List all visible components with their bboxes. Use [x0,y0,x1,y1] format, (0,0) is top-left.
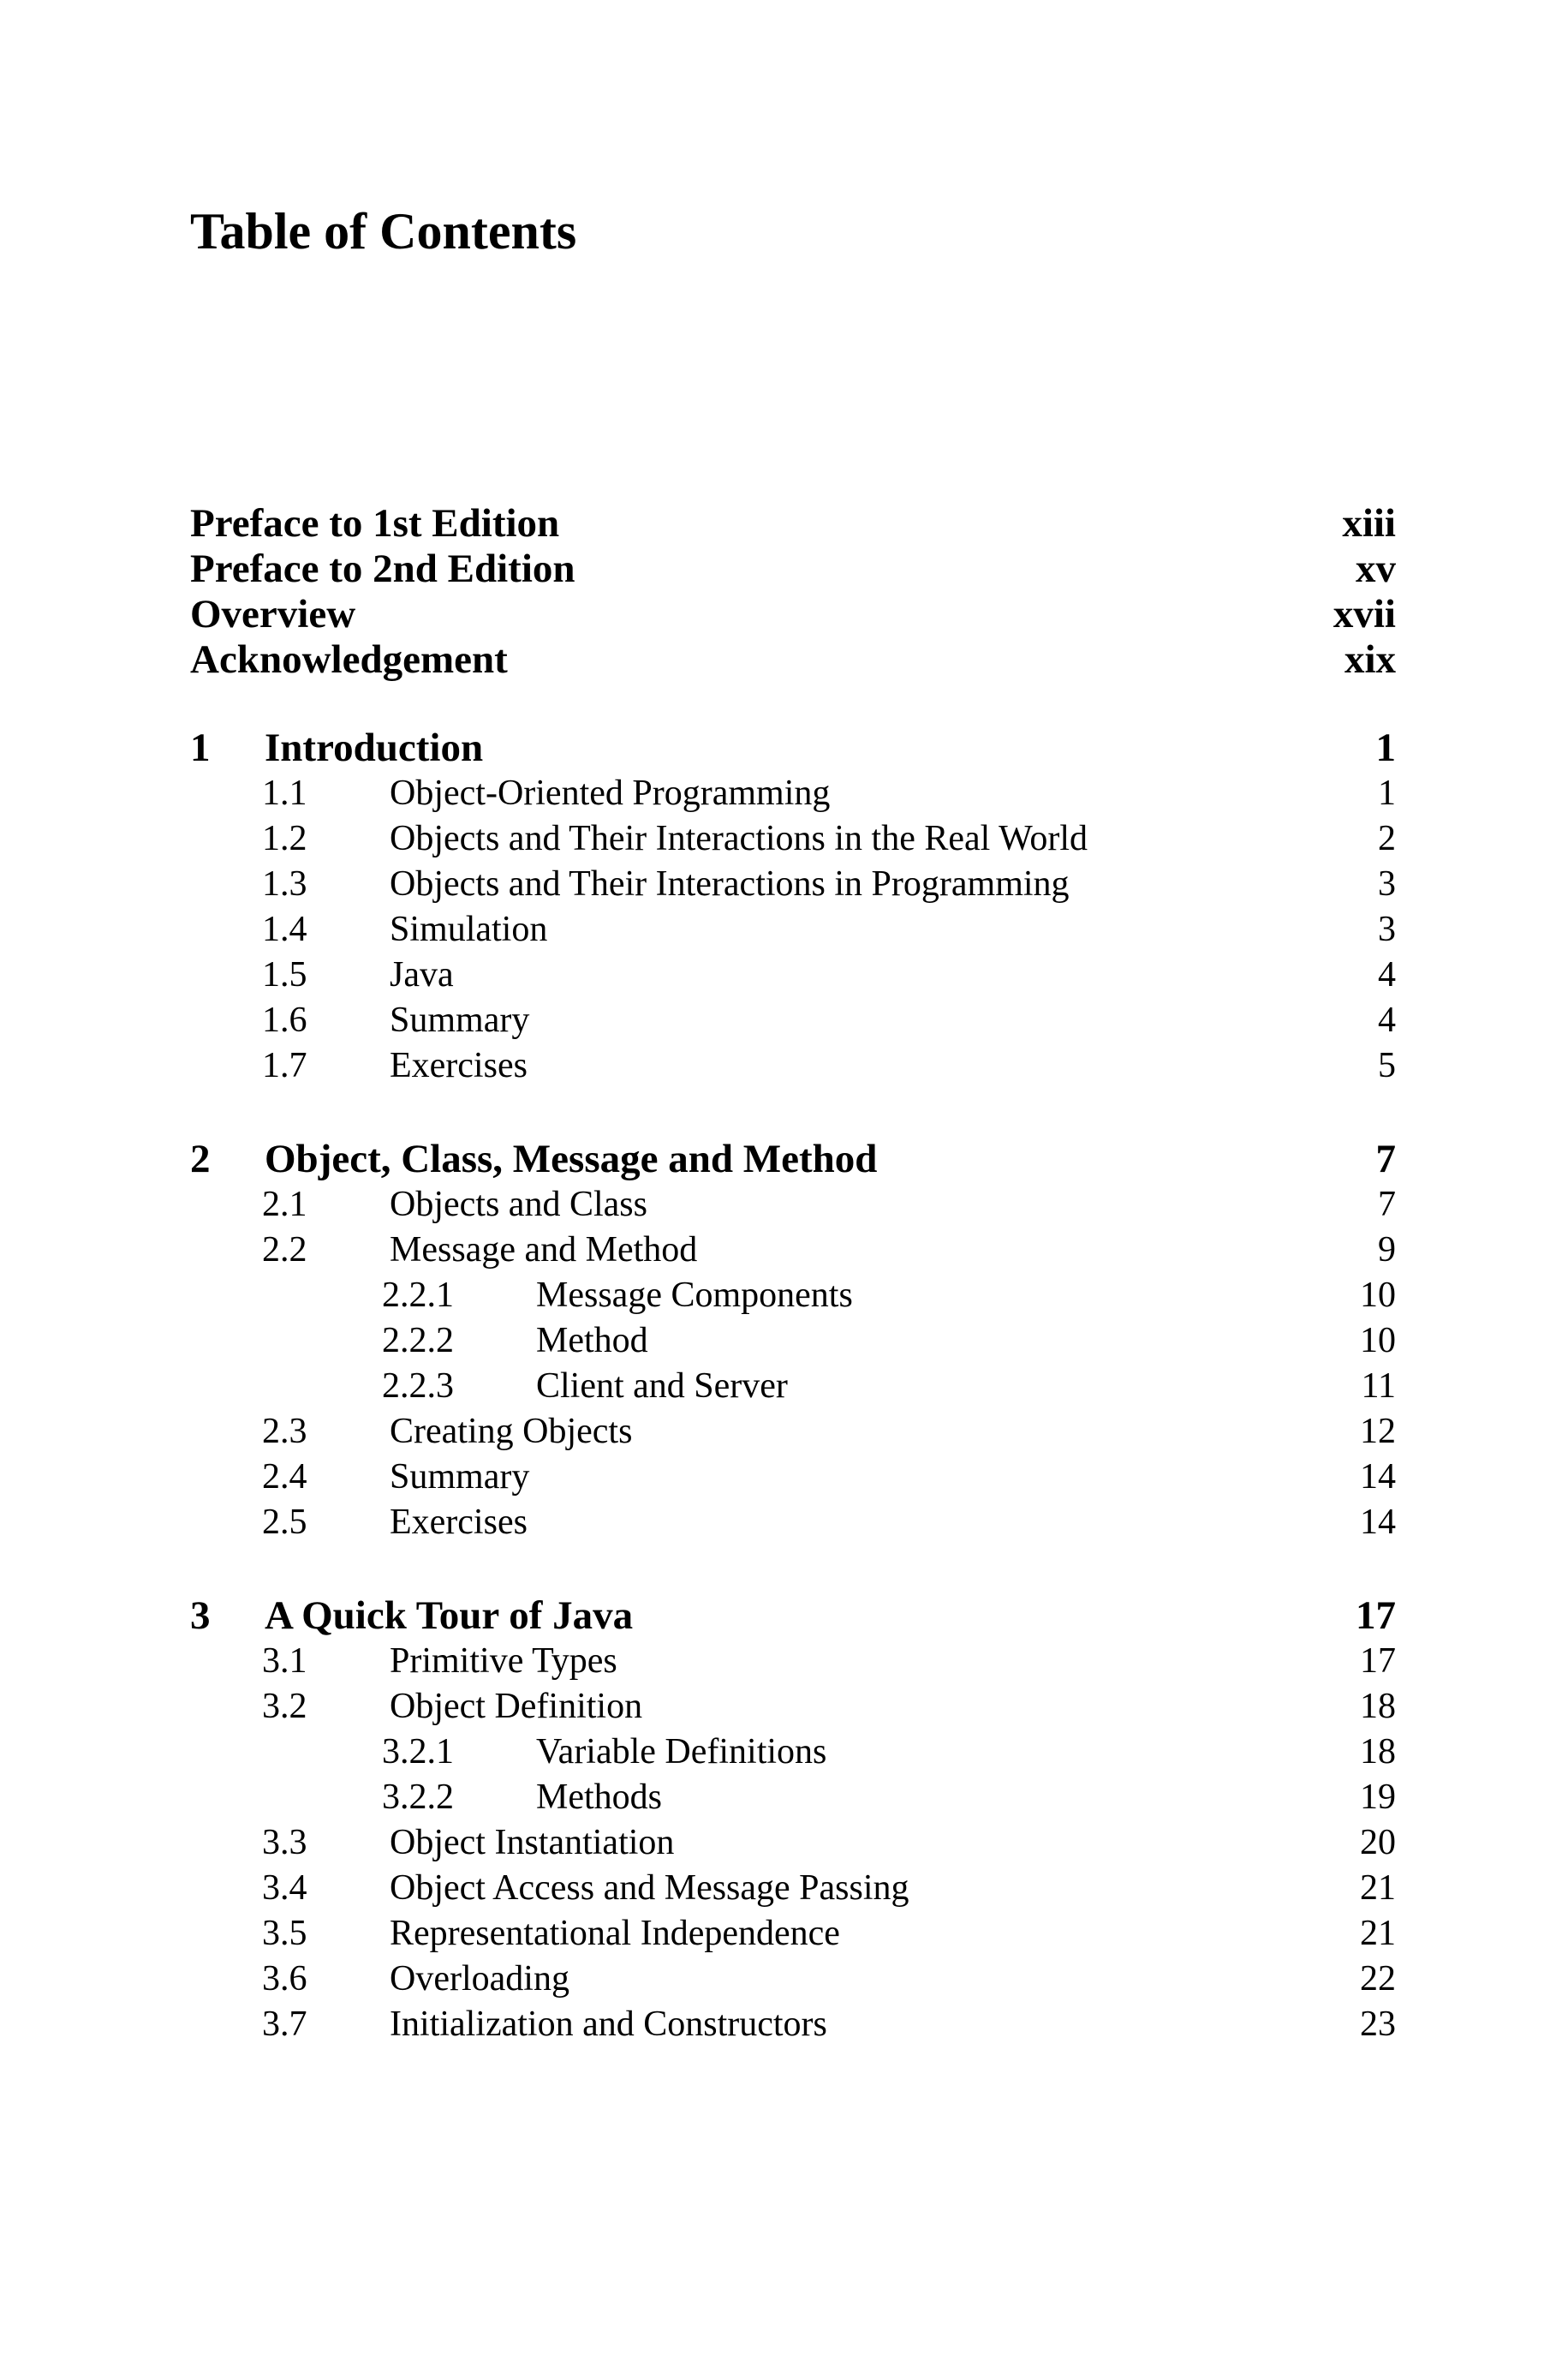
section-number: 1.1 [262,774,307,813]
toc-chapter-2[interactable] [190,1137,1396,1182]
spacer [190,683,1396,726]
section-title: Representational Independence [390,1914,840,1953]
section-number: 1.7 [262,1046,307,1085]
section-title: Object Access and Message Passing [390,1868,909,1908]
section-page: 3 [1378,910,1396,949]
toc-entry-label: Preface to 2nd Edition [190,547,575,591]
toc-section[interactable] [190,1684,1396,1730]
subsection-number: 3.2.2 [382,1778,454,1817]
section-page: 21 [1360,1868,1396,1908]
section-page: 20 [1360,1823,1396,1862]
toc-subsection[interactable] [190,1730,1396,1775]
section-number: 1.6 [262,1001,307,1040]
toc-section[interactable] [190,1911,1396,1957]
toc-section[interactable] [190,1455,1396,1500]
toc-subsection[interactable] [190,1364,1396,1409]
chapter-number: 3 [190,1593,211,1638]
toc-section[interactable] [190,1957,1396,2002]
chapter-title: A Quick Tour of Java [265,1593,634,1638]
chapter-title: Object, Class, Message and Method [265,1137,878,1181]
section-page: 1 [1378,774,1396,813]
toc-entry-preface-2nd[interactable] [190,547,1396,592]
toc-entry-page: xix [1344,637,1396,682]
section-page: 7 [1378,1185,1396,1224]
section-number: 3.2 [262,1687,307,1726]
toc-section[interactable] [190,1820,1396,1866]
section-number: 2.1 [262,1185,307,1224]
section-page: 3 [1378,864,1396,904]
subsection-page: 11 [1361,1366,1396,1406]
chapter-number: 1 [190,726,211,770]
section-number: 1.4 [262,910,307,949]
chapter-title: Introduction [265,726,484,770]
section-title: Object Instantiation [390,1823,675,1862]
subsection-number: 2.2.1 [382,1276,454,1315]
toc-section[interactable] [190,1639,1396,1684]
subsection-title: Message Components [536,1276,853,1315]
section-page: 18 [1360,1687,1396,1726]
section-title: Objects and Class [390,1185,647,1224]
chapter-page: 17 [1356,1593,1396,1638]
toc-section[interactable] [190,953,1396,998]
section-title: Simulation [390,910,548,949]
section-page: 14 [1360,1503,1396,1542]
toc-entry-label: Acknowledgement [190,637,508,682]
page-title: Table of Contents [190,203,577,260]
subsection-page: 19 [1360,1778,1396,1817]
toc-subsection[interactable] [190,1318,1396,1364]
toc-section[interactable] [190,1043,1396,1089]
section-title: Initialization and Constructors [390,2005,827,2044]
section-page: 21 [1360,1914,1396,1953]
section-number: 1.3 [262,864,307,904]
section-title: Creating Objects [390,1412,633,1451]
toc-section[interactable] [190,1409,1396,1455]
toc-entry-label: Preface to 1st Edition [190,501,560,546]
section-page: 9 [1378,1230,1396,1270]
section-page: 22 [1360,1959,1396,1999]
section-page: 2 [1378,819,1396,858]
section-number: 1.5 [262,955,307,995]
section-page: 14 [1360,1457,1396,1497]
toc-chapter-1[interactable] [190,726,1396,771]
toc-chapter-3[interactable] [190,1593,1396,1639]
subsection-number: 2.2.3 [382,1366,454,1406]
toc-entry-overview[interactable] [190,592,1396,637]
section-number: 3.3 [262,1823,307,1862]
subsection-page: 10 [1360,1276,1396,1315]
section-page: 17 [1360,1641,1396,1681]
toc-section[interactable] [190,2002,1396,2047]
toc-subsection[interactable] [190,1273,1396,1318]
section-title: Primitive Types [390,1641,617,1681]
toc-section[interactable] [190,1228,1396,1273]
subsection-title: Client and Server [536,1366,788,1406]
section-number: 3.1 [262,1641,307,1681]
subsection-title: Variable Definitions [536,1732,827,1772]
section-number: 1.2 [262,819,307,858]
toc-section[interactable] [190,907,1396,953]
subsection-number: 2.2.2 [382,1321,454,1360]
section-title: Object-Oriented Programming [390,774,831,813]
section-title: Objects and Their Interactions in Programming [390,864,1070,904]
toc-section[interactable] [190,816,1396,862]
section-title: Summary [390,1001,530,1040]
section-number: 3.5 [262,1914,307,1953]
toc-section[interactable] [190,1500,1396,1545]
section-title: Overloading [390,1959,569,1999]
spacer [190,1545,1396,1593]
section-title: Object Definition [390,1687,643,1726]
subsection-title: Methods [536,1778,662,1817]
subsection-page: 10 [1360,1321,1396,1360]
toc-subsection[interactable] [190,1775,1396,1820]
section-number: 3.6 [262,1959,307,1999]
section-page: 4 [1378,1001,1396,1040]
chapter-number: 2 [190,1137,211,1181]
toc-entry-label: Overview [190,592,356,636]
section-number: 3.4 [262,1868,307,1908]
toc-entry-acknowledgement[interactable] [190,637,1396,683]
subsection-number: 3.2.1 [382,1732,454,1772]
toc-section[interactable] [190,1182,1396,1228]
section-number: 2.3 [262,1412,307,1451]
toc-section[interactable] [190,1866,1396,1911]
chapter-page: 7 [1375,1137,1396,1181]
section-title: Exercises [390,1503,528,1542]
toc-entry-preface-1st[interactable] [190,501,1396,547]
toc-list [190,501,1396,2047]
spacer [190,1089,1396,1137]
toc-entry-page: xiii [1342,501,1396,546]
toc-section[interactable] [190,771,1396,816]
section-page: 5 [1378,1046,1396,1085]
toc-section[interactable] [190,862,1396,907]
chapter-page: 1 [1375,726,1396,770]
section-page: 12 [1360,1412,1396,1451]
section-number: 3.7 [262,2005,307,2044]
section-title: Message and Method [390,1230,698,1270]
section-title: Java [390,955,454,995]
section-number: 2.5 [262,1503,307,1542]
section-title: Objects and Their Interactions in the Real World [390,819,1088,858]
section-title: Summary [390,1457,530,1497]
toc-section[interactable] [190,998,1396,1043]
section-number: 2.2 [262,1230,307,1270]
toc-entry-page: xv [1356,547,1396,591]
subsection-title: Method [536,1321,648,1360]
section-number: 2.4 [262,1457,307,1497]
section-title: Exercises [390,1046,528,1085]
subsection-page: 18 [1360,1732,1396,1772]
section-page: 4 [1378,955,1396,995]
toc-entry-page: xvii [1333,592,1396,636]
section-page: 23 [1360,2005,1396,2044]
